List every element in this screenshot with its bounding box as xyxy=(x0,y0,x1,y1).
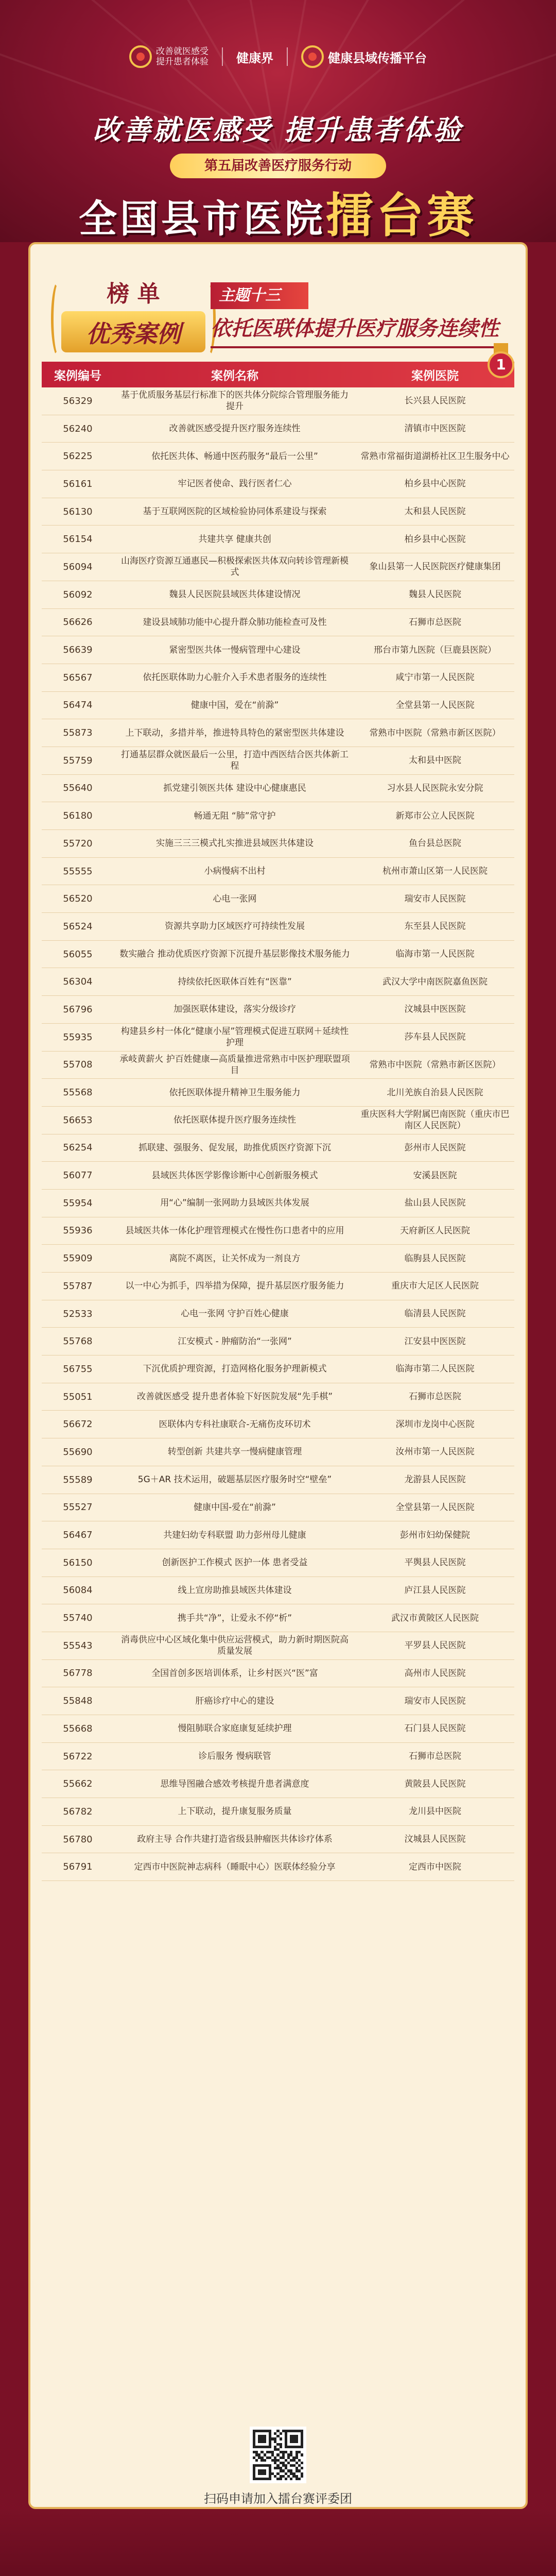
hospital-cell: 重庆市大足区人民医院 xyxy=(391,1281,479,1292)
table-row xyxy=(42,692,514,720)
qr-module xyxy=(264,2472,266,2475)
hospital-cell: 汶城县人民医院 xyxy=(404,1834,466,1845)
case-id-cell: 55051 xyxy=(63,1391,93,1402)
table-row xyxy=(42,609,514,637)
qr-module xyxy=(280,2446,282,2448)
case-id-cell: 56150 xyxy=(63,1557,93,1568)
table-row xyxy=(42,1438,514,1466)
case-id-cell: 55787 xyxy=(63,1280,93,1292)
page-title-prefix: 全国县市医院 xyxy=(78,197,326,241)
case-id-cell: 56791 xyxy=(63,1861,93,1873)
case-name-cell: 政府主导 合作共建打造省级县肿瘤医共体诊疗体系 xyxy=(137,1834,333,1845)
table-row xyxy=(42,1466,514,1494)
case-id-cell: 55909 xyxy=(63,1253,93,1264)
case-name-cell: 线上宣房助推县域医共体建设 xyxy=(178,1585,292,1596)
case-id-cell: 56304 xyxy=(63,976,93,988)
hospital-cell: 全堂县第一人民医院 xyxy=(395,700,475,710)
table-row xyxy=(42,802,514,830)
case-id-cell: 56084 xyxy=(63,1585,93,1596)
hospital-cell: 江安县中医医院 xyxy=(404,1336,466,1347)
hospital-cell: 定西市中医院 xyxy=(409,1861,461,1872)
case-name-cell: 小病慢病不出村 xyxy=(204,866,266,877)
jiankangjie-logo xyxy=(236,48,273,66)
table-row xyxy=(42,747,514,775)
table-row xyxy=(42,387,514,415)
table-row xyxy=(42,553,514,581)
topic-number: 主题十三 xyxy=(211,282,308,309)
case-name-cell: 依托医共体、畅通中医药服务“最后一公里” xyxy=(151,451,318,462)
hospital-cell: 盐山县人民医院 xyxy=(404,1198,466,1209)
case-name-cell: 全国首创多医培训体系，让乡村医兴“医”富 xyxy=(151,1668,318,1679)
case-id-cell: 55720 xyxy=(63,838,93,849)
table-row xyxy=(42,581,514,609)
hospital-cell: 安溪县医院 xyxy=(413,1170,457,1181)
table-row xyxy=(42,1134,514,1162)
table-row xyxy=(42,1079,514,1107)
hospital-cell: 石狮市总医院 xyxy=(409,617,461,628)
case-id-cell: 56154 xyxy=(63,534,93,545)
table-row xyxy=(42,1549,514,1577)
hospital-cell: 临清县人民医院 xyxy=(404,1309,466,1319)
hospital-cell: 北川羌族自治县人民医院 xyxy=(387,1087,483,1098)
case-id-cell: 55662 xyxy=(63,1778,93,1790)
hospital-cell: 石门县人民医院 xyxy=(404,1723,466,1734)
case-name-cell: 慢阻肺联合家庭康复延续护理 xyxy=(178,1723,292,1734)
hospital-cell: 瑞安市人民医院 xyxy=(404,893,466,904)
case-name-cell: 转型创新 共建共享一慢病健康管理 xyxy=(167,1447,302,1458)
case-name-cell: 江安模式 - 肿瘤防治“一张网” xyxy=(178,1336,292,1347)
case-name-cell: 打通基层群众就医最后一公里，打造中西医结合医共体新工程 xyxy=(121,750,349,772)
topic-title: 依托医联体提升医疗服务连续性 xyxy=(211,317,499,341)
case-id-cell: 56782 xyxy=(63,1806,93,1817)
case-name-cell: 魏县人民医院县域医共体建设情况 xyxy=(169,589,301,600)
table-row xyxy=(42,415,514,443)
hospital-cell: 龙游县人民医院 xyxy=(404,1475,466,1485)
slogan: 改善就医感受 提升患者体验 xyxy=(93,114,463,146)
hospital-cell: 彭州市妇幼保健院 xyxy=(400,1530,470,1540)
case-id-cell: 55740 xyxy=(63,1613,93,1624)
case-id-cell: 56626 xyxy=(63,617,93,628)
case-id-cell: 52533 xyxy=(63,1308,93,1319)
case-table xyxy=(42,356,514,1881)
hospital-cell: 咸宁市第一人民医院 xyxy=(395,672,475,683)
case-id-cell: 56180 xyxy=(63,810,93,822)
case-id-cell: 55668 xyxy=(63,1723,93,1734)
table-row xyxy=(42,885,514,913)
case-name-cell: 上下联动，多措并举，推进特具特色的紧密型医共体建设 xyxy=(125,727,344,738)
case-id-cell: 55873 xyxy=(63,727,93,739)
case-id-cell: 56329 xyxy=(63,395,93,406)
table-row xyxy=(42,1190,514,1217)
hospital-cell: 庐江县人民医院 xyxy=(404,1585,466,1596)
hospital-cell: 常熟市中医院（常熟市新区医院） xyxy=(369,727,501,738)
table-row xyxy=(42,1245,514,1273)
logo-divider xyxy=(287,47,288,66)
case-name-cell: 加强医联体建设，落实分级诊疗 xyxy=(173,1004,296,1015)
results-panel xyxy=(28,242,528,2509)
case-id-cell: 55690 xyxy=(63,1446,93,1458)
hospital-cell: 邢台市第九医院（巨鹿县医院） xyxy=(374,645,496,655)
case-id-cell: 55527 xyxy=(63,1502,93,1513)
hospital-cell: 常熟市常福街道湖桥社区卫生服务中心 xyxy=(360,451,510,462)
table-row xyxy=(42,858,514,886)
case-name-cell: 构建县乡村一体化“健康小屋”管理模式促进互联网＋延续性护理 xyxy=(120,1026,349,1048)
case-name-cell: 数实融合 推动优质医疗资源下沉提升基层影像技术服务能力 xyxy=(119,949,350,960)
qr-code[interactable] xyxy=(250,2427,306,2483)
event-subtitle: 第五届改善医疗服务行动 xyxy=(170,154,386,178)
table-row xyxy=(42,775,514,803)
page-title xyxy=(0,178,556,242)
table-row xyxy=(42,498,514,526)
case-name-cell: 紧密型医共体一慢病管理中心建设 xyxy=(169,645,301,655)
table-row xyxy=(42,1577,514,1605)
case-id-cell: 56567 xyxy=(63,672,93,683)
case-id-cell: 56161 xyxy=(63,478,93,489)
case-id-cell: 56524 xyxy=(63,921,93,932)
case-id-cell: 56722 xyxy=(63,1751,93,1762)
case-name-cell: 基于互联网医院的区域检验协同体系建设与探索 xyxy=(143,506,327,517)
case-id-cell: 56520 xyxy=(63,893,93,905)
case-id-cell: 55568 xyxy=(63,1087,93,1098)
case-id-cell: 56055 xyxy=(63,948,93,960)
table-row xyxy=(42,941,514,969)
table-row xyxy=(42,526,514,553)
qr-module xyxy=(255,2459,258,2462)
hospital-cell: 习水县人民医院永安分院 xyxy=(387,783,483,793)
table-row xyxy=(42,1162,514,1190)
qr-module xyxy=(269,2446,271,2448)
case-name-cell: 定西市中医院神志病科（睡眠中心）医联体经验分享 xyxy=(134,1861,336,1872)
case-id-cell: 56778 xyxy=(63,1668,93,1679)
case-name-cell: 携手共“净”，让爱永不停“析” xyxy=(177,1613,292,1623)
table-row xyxy=(42,1355,514,1383)
case-name-cell: 依托医联体提升医疗服务连续性 xyxy=(173,1115,296,1126)
table-body xyxy=(42,387,514,1881)
county-platform-logo-icon xyxy=(301,45,324,68)
hospital-cell: 象山县第一人民医院医疗健康集团 xyxy=(369,562,501,572)
qr-module xyxy=(280,2478,282,2480)
jiankangjie-logo-text: 健康界 xyxy=(236,50,273,65)
hero-header xyxy=(0,0,556,242)
case-id-cell: 55954 xyxy=(63,1197,93,1209)
case-id-cell: 55848 xyxy=(63,1696,93,1707)
hospital-cell: 汶城县中医医院 xyxy=(404,1004,466,1015)
case-id-cell: 56474 xyxy=(63,700,93,711)
county-platform-logo xyxy=(301,45,427,68)
case-id-cell: 55708 xyxy=(63,1059,93,1071)
case-name-cell: 思维导图融合感效考核提升患者满意度 xyxy=(160,1778,309,1789)
case-id-cell: 55640 xyxy=(63,783,93,794)
case-id-cell: 56225 xyxy=(63,451,93,462)
case-name-cell: 基于优质服务基层行标准下的医共体分院综合管理服务能力提升 xyxy=(121,390,349,412)
case-name-cell: 健康中国，爱在“前滁” xyxy=(190,700,279,710)
topic-underline xyxy=(211,346,499,348)
case-id-cell: 56796 xyxy=(63,1004,93,1015)
table-row xyxy=(42,968,514,996)
table-row xyxy=(42,470,514,498)
hospital-cell: 平罗县人民医院 xyxy=(404,1640,466,1651)
case-id-cell: 55768 xyxy=(63,1336,93,1347)
case-name-cell: 心电一张网 xyxy=(213,893,257,904)
hospital-cell: 临海市第二人民医院 xyxy=(395,1364,475,1375)
qr-module xyxy=(301,2467,303,2469)
hospital-cell: 汝州市第一人民医院 xyxy=(395,1447,475,1458)
case-name-cell: 县域医共体医学影像诊断中心创新服务模式 xyxy=(151,1170,318,1181)
hospital-cell: 临朐县人民医院 xyxy=(404,1253,466,1264)
case-name-cell: 肝癌诊疗中心的建设 xyxy=(195,1696,274,1706)
table-row xyxy=(42,1826,514,1854)
table-header xyxy=(42,362,514,387)
case-name-cell: 用“心”编制一张网助力县域医共体发展 xyxy=(160,1198,309,1209)
case-name-cell: 依托医联体提升精神卫生服务能力 xyxy=(169,1087,301,1098)
case-id-cell: 56639 xyxy=(63,645,93,656)
case-name-cell: 持续依托医联体百姓有“医靠” xyxy=(178,976,292,987)
hospital-cell: 柏乡县中心医院 xyxy=(404,479,466,489)
table-row xyxy=(42,1411,514,1438)
case-name-cell: 牢记医者使命、践行医者仁心 xyxy=(178,479,292,489)
case-id-cell: 56672 xyxy=(63,1419,93,1430)
hospital-cell: 鱼台县总医院 xyxy=(409,838,461,849)
hospital-cell: 临海市第一人民医院 xyxy=(395,949,475,960)
table-row xyxy=(42,1273,514,1300)
table-row xyxy=(42,1383,514,1411)
table-row xyxy=(42,443,514,470)
qr-module xyxy=(298,2478,301,2480)
badge-title: 榜 单 xyxy=(107,281,160,307)
case-id-cell: 56130 xyxy=(63,506,93,517)
case-name-cell: 共建共享 健康共创 xyxy=(198,534,271,545)
hospital-cell: 石狮市总医院 xyxy=(409,1751,461,1762)
header-hospital: 案例医院 xyxy=(411,369,459,383)
page-title-accent: 擂台赛 xyxy=(325,188,477,242)
qr-module xyxy=(269,2478,271,2480)
footer-band xyxy=(0,2509,556,2576)
hospital-cell: 东至县人民医院 xyxy=(404,921,466,932)
qr-module xyxy=(280,2432,282,2435)
qr-module xyxy=(301,2462,303,2464)
hospital-cell: 清镇市中医医院 xyxy=(404,423,466,434)
table-row xyxy=(42,1798,514,1826)
case-id-cell: 56467 xyxy=(63,1530,93,1541)
case-name-cell: 畅通无阻 “肺”常守护 xyxy=(194,810,276,821)
table-row xyxy=(42,1217,514,1245)
logo-bar xyxy=(0,41,556,72)
badge-subtitle: 优秀案例 xyxy=(86,320,181,348)
qr-module xyxy=(301,2453,303,2456)
case-id-cell: 56094 xyxy=(63,561,93,572)
campaign-logo-icon xyxy=(129,45,152,68)
case-name-cell: 依托医联体助力心脏介入手术患者服务的连续性 xyxy=(143,672,327,683)
case-name-cell: 共建妇幼专科联盟 助力彭州母儿健康 xyxy=(163,1530,306,1540)
hospital-cell: 龙川县中医院 xyxy=(409,1806,461,1817)
hospital-cell: 天府新区人民医院 xyxy=(400,1225,470,1236)
qr-module xyxy=(290,2478,292,2480)
case-id-cell: 55589 xyxy=(63,1474,93,1485)
case-id-cell: 56653 xyxy=(63,1114,93,1126)
case-id-cell: 56240 xyxy=(63,423,93,434)
case-name-cell: 诊后服务 慢病联管 xyxy=(198,1751,271,1762)
qr-module xyxy=(285,2478,287,2480)
qr-module xyxy=(301,2475,303,2478)
topic-box xyxy=(211,275,509,352)
hospital-cell: 深圳市龙岗中心医院 xyxy=(395,1419,475,1430)
qr-caption: 扫码申请加入擂台赛评委团 xyxy=(204,2492,352,2506)
case-id-cell: 55935 xyxy=(63,1031,93,1043)
hospital-cell: 新郑市公立人民医院 xyxy=(395,810,475,821)
table-row xyxy=(42,1604,514,1632)
table-row xyxy=(42,1632,514,1660)
case-name-cell: 改善就医感受 提升患者体验下好医院发展“先手棋” xyxy=(136,1392,333,1402)
table-row xyxy=(42,913,514,941)
table-row xyxy=(42,1024,514,1052)
table-row xyxy=(42,1687,514,1715)
hospital-cell: 高州市人民医院 xyxy=(404,1668,466,1679)
table-row xyxy=(42,1494,514,1522)
case-name-cell: 抓党建引领医共体 建设中心健康惠民 xyxy=(163,783,306,793)
table-row xyxy=(42,1770,514,1798)
hospital-cell: 柏乡县中心医院 xyxy=(404,534,466,545)
header-case-id: 案例编号 xyxy=(54,369,101,383)
table-row xyxy=(42,1743,514,1771)
hospital-cell: 武汉市黄陂区人民医院 xyxy=(391,1613,479,1623)
hospital-cell: 杭州市萧山区第一人民医院 xyxy=(383,866,488,877)
qr-module xyxy=(280,2437,282,2440)
table-row xyxy=(42,996,514,1024)
case-id-cell: 56780 xyxy=(63,1834,93,1845)
hospital-cell: 太和县中医院 xyxy=(409,755,461,766)
hospital-cell: 平舆县人民医院 xyxy=(404,1557,466,1568)
table-row xyxy=(42,1853,514,1881)
case-name-cell: 下沉优质护理资源，打造网格化服务护理新模式 xyxy=(143,1364,327,1375)
table-row xyxy=(42,830,514,858)
campaign-logo xyxy=(129,45,208,68)
case-name-cell: 县域医共体一体化护理管理模式在慢性伤口患者中的应用 xyxy=(125,1225,344,1236)
case-id-cell: 56254 xyxy=(63,1142,93,1154)
hospital-cell: 莎车县人民医院 xyxy=(404,1032,466,1043)
case-name-cell: 资源共享助力区域医疗可持续性发展 xyxy=(165,921,305,932)
table-row xyxy=(42,719,514,747)
hospital-cell: 魏县人民医院 xyxy=(409,589,461,600)
county-platform-logo-text: 健康县域传播平台 xyxy=(328,50,427,65)
case-id-cell: 56077 xyxy=(63,1170,93,1181)
case-name-cell: 健康中国-爱在“前滁” xyxy=(194,1502,276,1513)
header-case-name: 案例名称 xyxy=(211,369,258,383)
hospital-cell: 武汉大学中南医院嘉鱼医院 xyxy=(383,976,488,987)
case-name-cell: 承岐黄薪火 护百姓健康—高质量推进常熟市中医护理联盟项目 xyxy=(119,1054,350,1076)
table-row xyxy=(42,1660,514,1688)
case-name-cell: 离院不离医，让关怀成为一剂良方 xyxy=(169,1253,301,1264)
hospital-cell: 石狮市总医院 xyxy=(409,1392,461,1402)
case-name-cell: 抓联建、强服务、促发展，助推优质医疗资源下沉 xyxy=(138,1142,331,1153)
case-name-cell: 心电一张网 守护百姓心健康 xyxy=(181,1309,289,1319)
case-id-cell: 56092 xyxy=(63,589,93,600)
qr-module xyxy=(264,2441,266,2443)
hospital-cell: 黄陂县人民医院 xyxy=(404,1778,466,1789)
case-id-cell: 55936 xyxy=(63,1225,93,1236)
hospital-cell: 瑞安市人民医院 xyxy=(404,1696,466,1706)
hospital-cell: 常熟市中医院（常熟市新区医院） xyxy=(369,1059,501,1070)
table-row xyxy=(42,1300,514,1328)
case-name-cell: 建设县域肺功能中心提升群众肺功能检查可及性 xyxy=(143,617,327,628)
case-name-cell: 以一中心为抓手，四举措为保障，提升基层医疗服务能力 xyxy=(125,1281,344,1292)
qr-module xyxy=(296,2441,298,2443)
hospital-cell: 重庆医科大学附属巴南医院（重庆市巴南区人民医院） xyxy=(360,1109,510,1131)
case-name-cell: 消毒供应中心区域化集中供应运营模式，助力新时期医院高质量发展 xyxy=(121,1635,349,1657)
hospital-cell: 彭州市人民医院 xyxy=(404,1142,466,1153)
case-name-cell: 医联体内专科社康联合-无痛伤皮环切术 xyxy=(159,1419,311,1430)
qr-module xyxy=(301,2446,303,2448)
case-id-cell: 55555 xyxy=(63,866,93,877)
case-name-cell: 山海医疗资源互通惠民—积极探索医共体双向转诊管理新模式 xyxy=(121,556,349,578)
campaign-logo-text: 改善就医感受 提升患者体验 xyxy=(156,46,208,67)
case-name-cell: 改善就医感受提升医疗服务连续性 xyxy=(169,423,301,434)
case-name-cell: 创新医护工作模式 医护一体 患者受益 xyxy=(162,1557,308,1568)
table-row xyxy=(42,1328,514,1355)
case-id-cell: 55543 xyxy=(63,1640,93,1651)
table-row xyxy=(42,1715,514,1743)
case-name-cell: 5G＋AR 技术运用，破题基层医疗服务时空“壁垒” xyxy=(137,1475,332,1485)
table-row xyxy=(42,1107,514,1134)
case-id-cell: 56755 xyxy=(63,1363,93,1375)
qr-module xyxy=(264,2459,266,2462)
hospital-cell: 长兴县人民医院 xyxy=(404,396,466,406)
hospital-cell: 太和县人民医院 xyxy=(404,506,466,517)
table-row xyxy=(42,1052,514,1079)
case-id-cell: 55759 xyxy=(63,755,93,766)
table-row xyxy=(42,664,514,692)
excellent-case-badge xyxy=(61,275,205,373)
medal-icon xyxy=(484,343,517,383)
logo-divider xyxy=(222,47,223,66)
medal-number: 1 xyxy=(488,351,514,378)
hospital-cell: 全堂县第一人民医院 xyxy=(395,1502,475,1513)
case-name-cell: 实施三三三模式扎实推进县域医共体建设 xyxy=(156,838,314,849)
table-row xyxy=(42,636,514,664)
table-row xyxy=(42,1521,514,1549)
case-name-cell: 上下联动，提升康复服务质量 xyxy=(178,1806,292,1817)
